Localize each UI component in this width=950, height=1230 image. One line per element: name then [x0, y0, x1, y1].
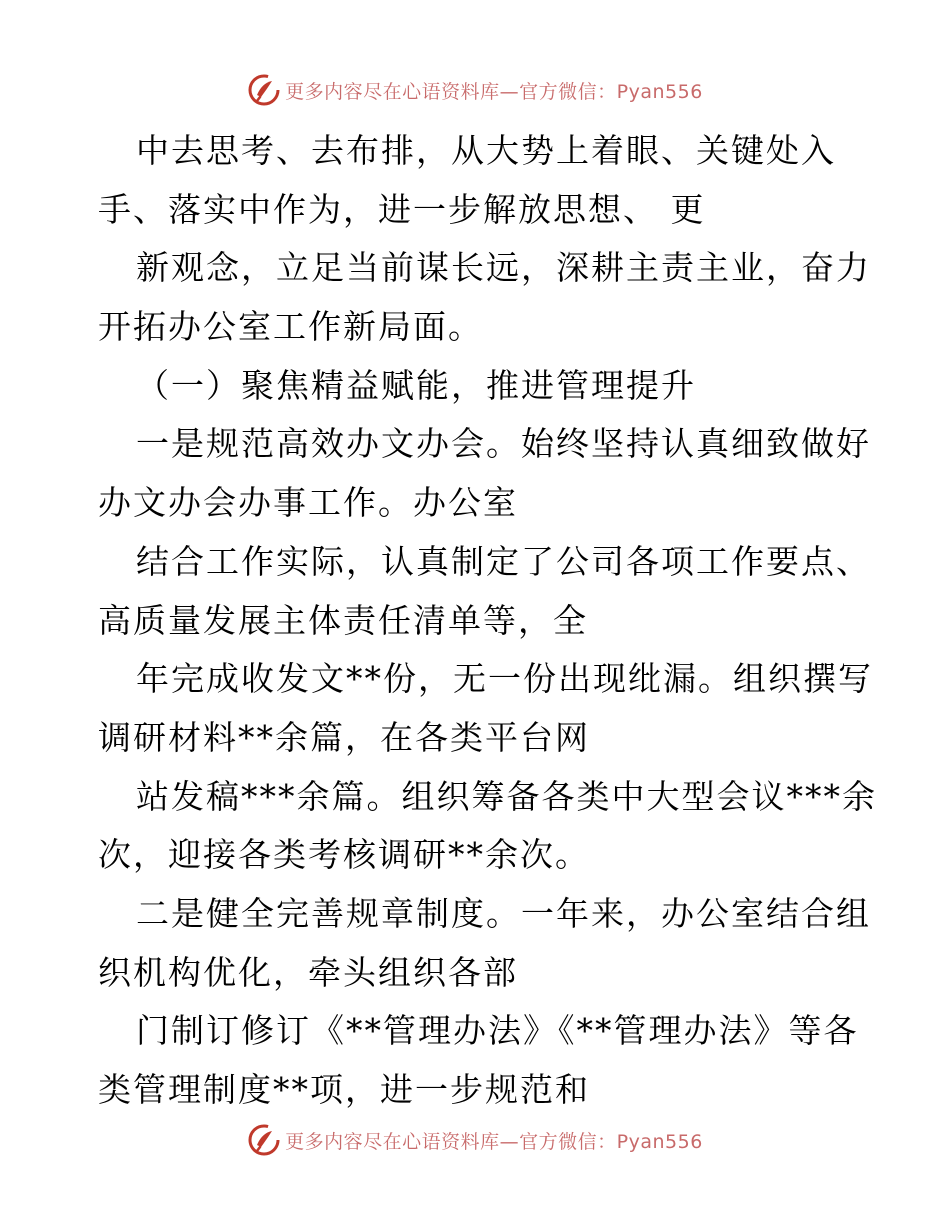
- brush-seal-logo-icon: [247, 73, 281, 107]
- document-body: [98, 122, 877, 1120]
- footer-watermark-text: 更多内容尽在心语资料库—官方微信：Pyan556: [285, 1130, 703, 1153]
- document-line: 站发稿***余篇。组织筹备各类中大型会议***余: [136, 776, 877, 816]
- document-line: 高质量发展主体责任清单等，全: [98, 600, 588, 640]
- document-line: 中去思考、去布排，从大势上着眼、关键处入: [136, 131, 836, 170]
- document-line: 类管理制度**项，进一步规范和: [98, 1070, 590, 1109]
- document-line: 一是规范高效办文办会。始终坚持认真细致做好: [136, 424, 871, 464]
- document-line: 二是健全完善规章制度。一年来，办公室结合组: [136, 893, 871, 933]
- document-line: 手、落实中作为，进一步解放思想、 更: [98, 189, 706, 229]
- document-line: （一）聚焦精益赋能，推进管理提升: [136, 365, 696, 405]
- document-line: 开拓办公室工作新局面。: [98, 307, 483, 347]
- brush-seal-logo-icon: [247, 1123, 281, 1157]
- header-watermark: [0, 70, 950, 110]
- document-line: 年完成收发文**份，无一份出现纰漏。组织撰写: [136, 659, 873, 699]
- document-line: 门制订修订《**管理办法》《**管理办法》等各: [136, 1011, 859, 1051]
- document-line: 织机构优化，牵头组织各部: [98, 952, 518, 992]
- document-line: 结合工作实际，认真制定了公司各项工作要点、: [136, 541, 871, 581]
- document-line: 调研材料**余篇，在各类平台网: [98, 717, 590, 757]
- footer-watermark: [0, 1120, 950, 1160]
- header-watermark-text: 更多内容尽在心语资料库—官方微信：Pyan556: [285, 80, 703, 103]
- document-line: 办文办会办事工作。办公室: [98, 483, 518, 523]
- document-line: 新观念，立足当前谋长远，深耕主责主业，奋力: [136, 248, 871, 288]
- document-line: 次，迎接各类考核调研**余次。: [98, 835, 590, 875]
